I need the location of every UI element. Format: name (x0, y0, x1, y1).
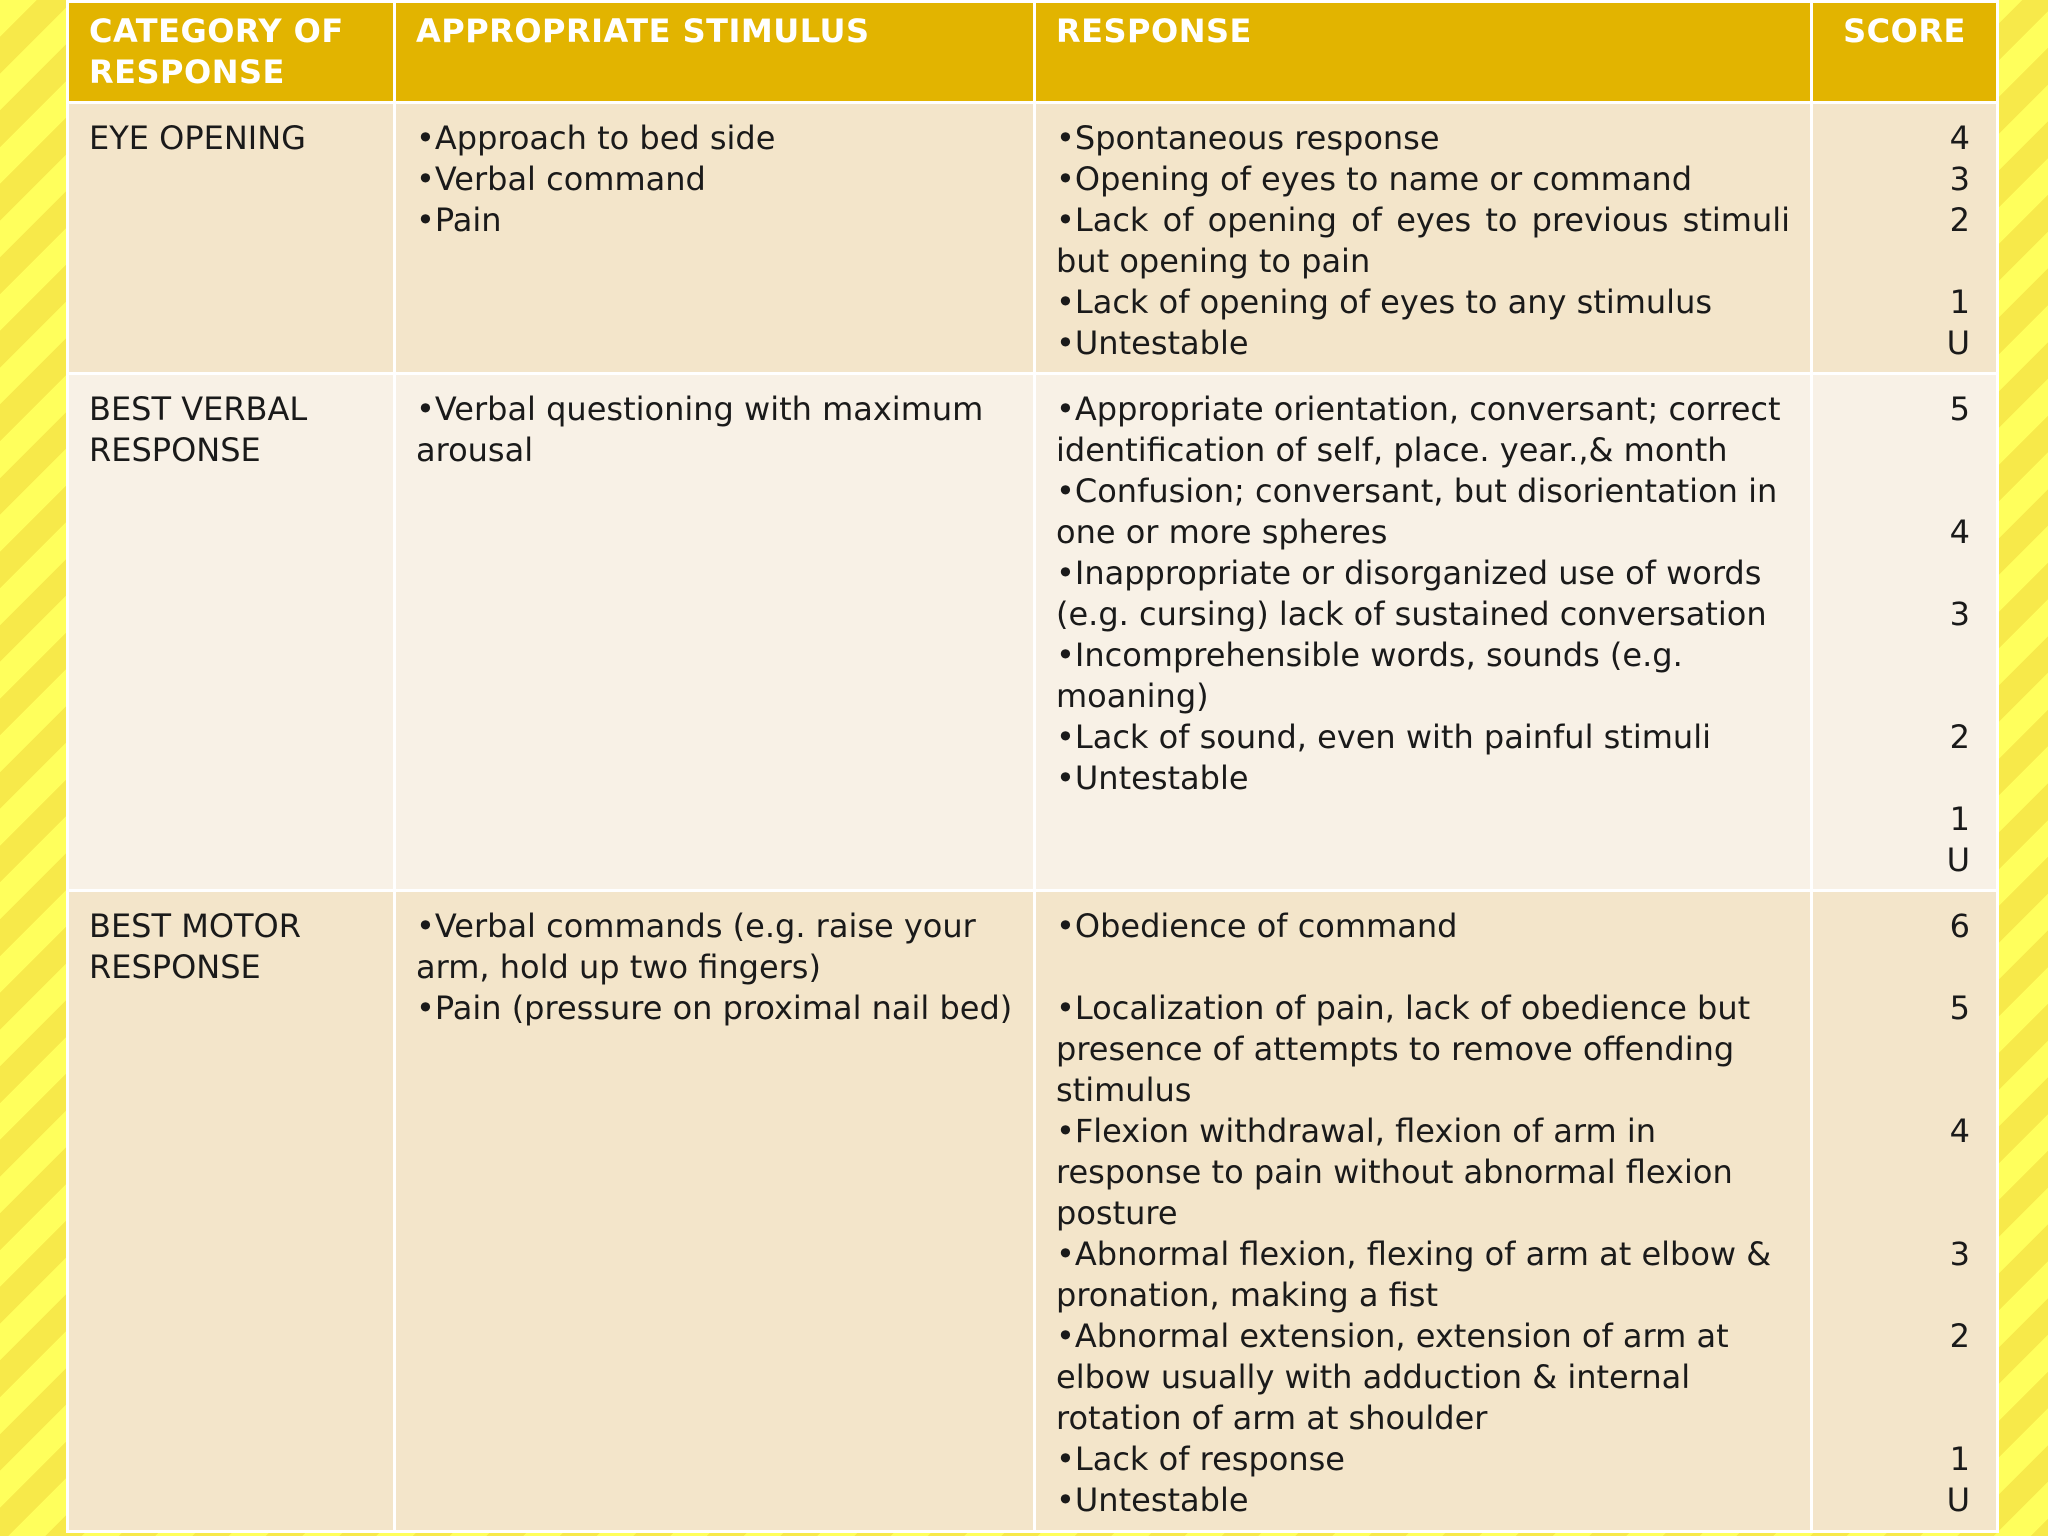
response-item: •Lack of sound, even with painful stimuli (1056, 718, 1711, 756)
response-item: •Lack of opening of eyes to previous stimuli but opening to pain (1056, 201, 1790, 280)
score-value: 4 (1949, 513, 1970, 551)
response-item: •Untestable (1056, 759, 1249, 797)
score-spacer (1813, 1357, 1970, 1398)
response-cell (1035, 103, 1812, 374)
header-response: RESPONSE (1035, 2, 1812, 103)
score-value: 3 (1949, 1235, 1970, 1273)
response-item: •Incomprehensible words, sounds (e.g. moaning) (1056, 636, 1683, 715)
score-value: 2 (1949, 201, 1970, 239)
header-score: SCORE (1812, 2, 1998, 103)
stimulus-item: •Approach to bed side (416, 119, 776, 157)
category-cell: BEST VERBAL RESPONSE (68, 374, 395, 891)
score-value: 1 (1949, 800, 1970, 838)
category-cell: EYE OPENING (68, 103, 395, 374)
score-value: 3 (1949, 595, 1970, 633)
response-item: •Confusion; conversant, but disorientation in one or more spheres (1056, 472, 1778, 551)
response-spacer (1056, 947, 1790, 988)
response-item: •Lack of response (1056, 1440, 1345, 1478)
slide (66, 0, 1996, 1518)
stimulus-item: •Verbal commands (e.g. raise your arm, hold up two fingers) (416, 907, 976, 986)
score-spacer (1813, 758, 1970, 799)
score-spacer (1813, 471, 1970, 512)
score-spacer (1813, 1070, 1970, 1111)
table-row-best-verbal-response (68, 374, 1998, 891)
score-spacer (1813, 430, 1970, 471)
score-cell (1812, 891, 1998, 1532)
score-value: U (1946, 324, 1970, 362)
score-spacer (1813, 1398, 1970, 1439)
score-spacer (1813, 553, 1970, 594)
score-value: 2 (1949, 718, 1970, 756)
score-value: 1 (1949, 283, 1970, 321)
score-value: U (1946, 1481, 1970, 1519)
stimulus-item: •Pain (416, 201, 502, 239)
score-value: U (1946, 841, 1970, 879)
stimulus-cell (395, 374, 1035, 891)
score-spacer (1813, 1152, 1970, 1193)
response-item: •Obedience of command (1056, 907, 1458, 945)
score-value: 1 (1949, 1440, 1970, 1478)
score-spacer (1813, 676, 1970, 717)
table-row-best-motor-response (68, 891, 1998, 1532)
response-item: •Lack of opening of eyes to any stimulus (1056, 283, 1713, 321)
score-value: 3 (1949, 160, 1970, 198)
score-spacer (1813, 947, 1970, 988)
table-row-eye-opening (68, 103, 1998, 374)
score-value: 5 (1949, 989, 1970, 1027)
score-spacer (1813, 1275, 1970, 1316)
stimulus-cell (395, 103, 1035, 374)
response-cell (1035, 891, 1812, 1532)
response-item: •Flexion withdrawal, flexion of arm in response to pain without abnormal flexion posture (1056, 1112, 1733, 1232)
score-spacer (1813, 241, 1970, 282)
score-cell (1812, 374, 1998, 891)
stimulus-item: •Verbal questioning with maximum arousal (416, 390, 984, 469)
score-value: 5 (1949, 390, 1970, 428)
response-item: •Untestable (1056, 1481, 1249, 1519)
score-value: 6 (1949, 907, 1970, 945)
response-item: •Appropriate orientation, conversant; correct identification of self, place. year.,& month (1056, 390, 1781, 469)
category-cell: BEST MOTOR RESPONSE (68, 891, 395, 1532)
score-value: 4 (1949, 119, 1970, 157)
score-spacer (1813, 1193, 1970, 1234)
score-value: 2 (1949, 1317, 1970, 1355)
response-item: •Localization of pain, lack of obedience but presence of attempts to remove offending stimulus (1056, 989, 1751, 1109)
glasgow-coma-scale-table (66, 0, 1999, 1533)
stimulus-item: •Pain (pressure on proximal nail bed) (416, 989, 1013, 1027)
stimulus-cell (395, 891, 1035, 1532)
response-item: •Abnormal extension, extension of arm at elbow usually with adduction & internal rotation of arm at shoulder (1056, 1317, 1729, 1437)
response-item: •Abnormal flexion, flexing of arm at elbow & pronation, making a fist (1056, 1235, 1772, 1314)
response-item: •Inappropriate or disorganized use of words (e.g. cursing) lack of sustained conversation (1056, 554, 1767, 633)
response-item: •Spontaneous response (1056, 119, 1440, 157)
score-spacer (1813, 1029, 1970, 1070)
score-cell (1812, 103, 1998, 374)
response-cell (1035, 374, 1812, 891)
header-stimulus: APPROPRIATE STIMULUS (395, 2, 1035, 103)
stimulus-item: •Verbal command (416, 160, 706, 198)
score-spacer (1813, 635, 1970, 676)
response-item: •Opening of eyes to name or command (1056, 160, 1693, 198)
score-value: 4 (1949, 1112, 1970, 1150)
header-category: CATEGORY OF RESPONSE (68, 2, 395, 103)
table-header-row (68, 2, 1998, 103)
response-item: •Untestable (1056, 324, 1249, 362)
